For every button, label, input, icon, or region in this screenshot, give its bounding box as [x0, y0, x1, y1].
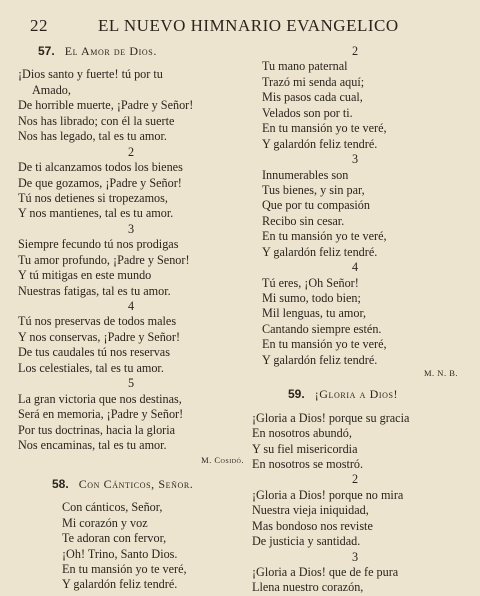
verse-line: Trazó mi senda aquí;	[262, 74, 365, 89]
verse-line: Tu amor profundo, ¡Padre y Senor!	[18, 252, 190, 267]
stanza-number: 4	[351, 260, 359, 275]
hymn-author: M. N. B.	[424, 368, 458, 379]
verse-line: En nosotros abundó,	[252, 426, 352, 441]
verse-line: Y galardón feliz tendré.	[262, 244, 378, 259]
verse-line: Nuestra vieja iniquidad,	[252, 503, 369, 518]
verse-line: Mil lenguas, tu amor,	[262, 306, 367, 321]
verse-line: Recibo sin cesar.	[262, 213, 345, 228]
hymn-57-heading	[18, 44, 244, 59]
stanza-number: 2	[127, 144, 135, 159]
verse-line: En tu mansión yo te veré,	[262, 229, 387, 244]
verse-line: Tú eres, ¡Oh Señor!	[262, 275, 359, 290]
verse-line: Por tus doctrinas, hacia la gloria	[18, 422, 176, 437]
verse-line: Nos has legado, tal es tu amor.	[18, 129, 167, 144]
verse-line: ¡Oh! Trino, Santo Dios.	[62, 546, 178, 561]
stanza-number: 4	[127, 299, 135, 313]
verse-line: Y galardón feliz tendré.	[262, 352, 378, 367]
hymn-number: 59.	[288, 387, 305, 402]
hymn-58-heading	[18, 477, 244, 492]
hymn-author: M. Cosidó.	[201, 455, 244, 466]
stanza-number: 3	[351, 549, 359, 564]
verse-line: De horrible muerte, ¡Padre y Señor!	[18, 98, 194, 113]
verse-line: En tu mansión yo te veré,	[62, 562, 187, 576]
stanza-number: 2	[351, 472, 359, 487]
verse-line: Y nos mantienes, tal es tu amor.	[18, 206, 174, 221]
verse-line: Con cánticos, Señor,	[62, 500, 163, 515]
verse-line: En tu mansión yo te veré,	[262, 337, 387, 352]
hymn-number: 58.	[52, 476, 69, 491]
hymn-58-continued	[252, 44, 458, 379]
verse-line: Mas bondoso nos reviste	[252, 518, 373, 533]
hymn-title: ¡Gloria a Dios!	[314, 387, 399, 402]
hymn-number: 57.	[38, 44, 55, 58]
verse-line: Innumerables son	[262, 167, 349, 182]
verse-line: Nuestras fatigas, tal es tu amor.	[18, 283, 171, 298]
verse-line: Siempre fecundo tú nos prodigas	[18, 237, 179, 252]
verse-line: Tu mano paternal	[262, 59, 348, 74]
verse-line: Amado,	[32, 82, 71, 97]
left-column	[18, 44, 244, 593]
verse-line: Tus bienes, y sin par,	[262, 182, 365, 197]
verse-line: Cantando siempre estén.	[262, 321, 382, 336]
hymn-59-text	[252, 411, 458, 596]
verse-line: Tú nos preservas de todos males	[18, 314, 177, 329]
stanza-number: 3	[127, 221, 135, 236]
verse-line: Será en memoria, ¡Padre y Señor!	[18, 407, 184, 422]
verse-line: ¡Gloria a Dios! porque su gracia	[252, 410, 410, 425]
verse-line: En nosotros se mostró.	[252, 456, 364, 471]
stanza-number: 3	[351, 152, 359, 167]
verse-line: Nos has librado; con él la suerte	[18, 113, 175, 128]
hymn-title: Con Cánticos, Señor.	[78, 476, 194, 491]
verse-line: ¡Gloria a Dios! porque no mira	[252, 487, 404, 502]
verse-line: Nos encaminas, tal es tu amor.	[18, 437, 167, 452]
verse-line: Y nos conservas, ¡Padre y Señor!	[18, 329, 181, 344]
verse-line: Velados son por ti.	[262, 105, 353, 120]
verse-line: Y galardón feliz tendré.	[62, 577, 178, 592]
verse-line: Y su fiel misericordia	[252, 441, 358, 456]
running-title: EL NUEVO HIMNARIO EVANGELICO	[98, 16, 399, 35]
verse-line: Te adoran con fervor,	[62, 531, 167, 546]
hymn-title: El Amor de Dios.	[64, 44, 157, 58]
right-column	[252, 44, 458, 596]
verse-line: ¡Gloria a Dios! que de fe pura	[252, 565, 399, 579]
verse-line: Que por tu compasión	[262, 198, 370, 213]
hymn-58-text	[18, 500, 244, 593]
page-number: 22	[30, 16, 48, 35]
verse-line: Llena nuestro corazón,	[252, 580, 364, 595]
verse-line: De que gozamos, ¡Padre y Señor!	[18, 175, 182, 190]
hymn-59-heading	[252, 387, 458, 402]
verse-line: Los celestiales, tal es tu amor.	[18, 360, 164, 375]
verse-line: En tu mansión yo te veré,	[262, 121, 387, 136]
verse-line: Mi corazón y voz	[62, 515, 148, 530]
verse-line: De tus caudales tú nos reservas	[18, 345, 170, 360]
verse-line: De ti alcanzamos todos los bienes	[18, 160, 183, 175]
stanza-number: 5	[127, 376, 135, 391]
stanza-number: 2	[351, 44, 359, 58]
verse-line: Y galardón feliz tendré.	[262, 136, 378, 151]
verse-line: De justicia y santidad.	[252, 534, 361, 549]
hymn-57-text	[18, 67, 244, 468]
verse-line: Mis pasos cada cual,	[262, 90, 363, 105]
verse-line: Mi sumo, todo bien;	[262, 291, 361, 305]
verse-line: ¡Dios santo y fuerte! tú por tu	[18, 67, 163, 82]
verse-line: Y tú mitigas en este mundo	[18, 268, 152, 283]
verse-line: La gran victoria que nos destinas,	[18, 391, 182, 406]
verse-line: Tú nos detienes si tropezamos,	[18, 190, 168, 205]
